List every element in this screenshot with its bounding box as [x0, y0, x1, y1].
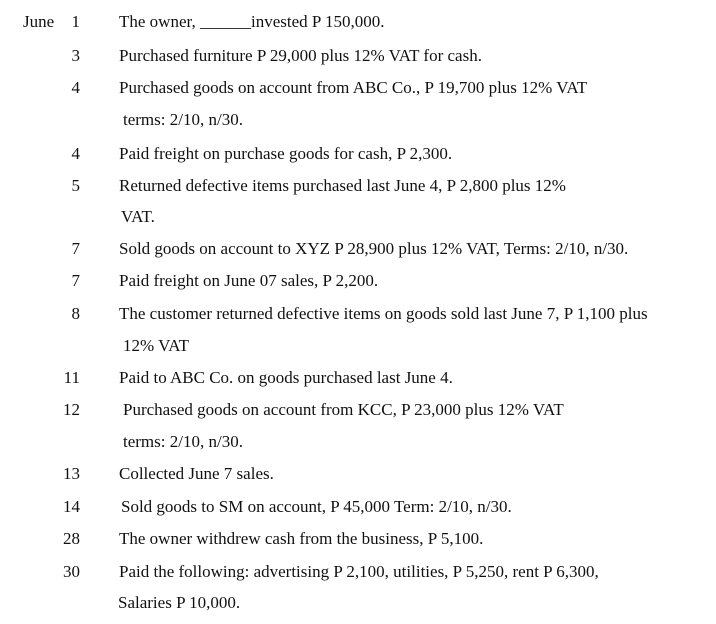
entry-text: Paid the following: advertising P 2,100, utilities, P 5,250, rent P 6,300,	[119, 562, 599, 581]
entry-text: Purchased goods on account from ABC Co., P 19,700 plus 12% VAT	[119, 78, 588, 97]
entry-day: 14	[63, 497, 80, 516]
entry-text-continued: Salaries P 10,000.	[118, 593, 241, 612]
entry-day: 7	[71, 271, 80, 290]
month-label: June	[23, 12, 55, 31]
entry-text: Returned defective items purchased last June 4, P 2,800 plus 12%	[119, 176, 566, 195]
entry-day: 28	[63, 529, 80, 548]
entry-text: Paid freight on June 07 sales, P 2,200.	[119, 271, 379, 290]
entry-text: Paid freight on purchase goods for cash, P 2,300.	[119, 144, 453, 163]
entry-text-continued: 12% VAT	[123, 336, 189, 355]
entry-day: 3	[71, 46, 80, 65]
entry-day: 1	[71, 12, 80, 31]
entry-text: Sold goods to SM on account, P 45,000 Term: 2/10, n/30.	[121, 497, 512, 516]
entry-text-continued: VAT.	[121, 207, 155, 226]
entry-text: Purchased goods on account from KCC, P 23,000 plus 12% VAT	[123, 400, 564, 419]
entry-text: Sold goods on account to XYZ P 28,900 plus 12% VAT, Terms: 2/10, n/30.	[119, 239, 629, 258]
entry-text: Collected June 7 sales.	[119, 464, 274, 483]
entry-text: Purchased furniture P 29,000 plus 12% VAT for cash.	[119, 46, 482, 65]
entry-text-continued: terms: 2/10, n/30.	[123, 432, 243, 451]
entry-text: The customer returned defective items on goods sold last June 7, P 1,100 plus	[119, 304, 648, 323]
entry-day: 7	[71, 239, 80, 258]
entry-day: 4	[71, 78, 80, 97]
entry-day: 4	[71, 144, 80, 163]
entry-day: 12	[63, 400, 80, 419]
entry-day: 30	[63, 562, 80, 581]
entry-day: 11	[63, 368, 80, 387]
entry-day: 8	[71, 304, 80, 323]
entry-text: The owner, ______invested P 150,000.	[119, 12, 385, 31]
entry-text: The owner withdrew cash from the business, P 5,100.	[119, 529, 484, 548]
entry-day: 13	[63, 464, 80, 483]
entry-text-continued: terms: 2/10, n/30.	[123, 110, 243, 129]
entry-day: 5	[71, 176, 80, 195]
entry-text: Paid to ABC Co. on goods purchased last June 4.	[119, 368, 453, 387]
